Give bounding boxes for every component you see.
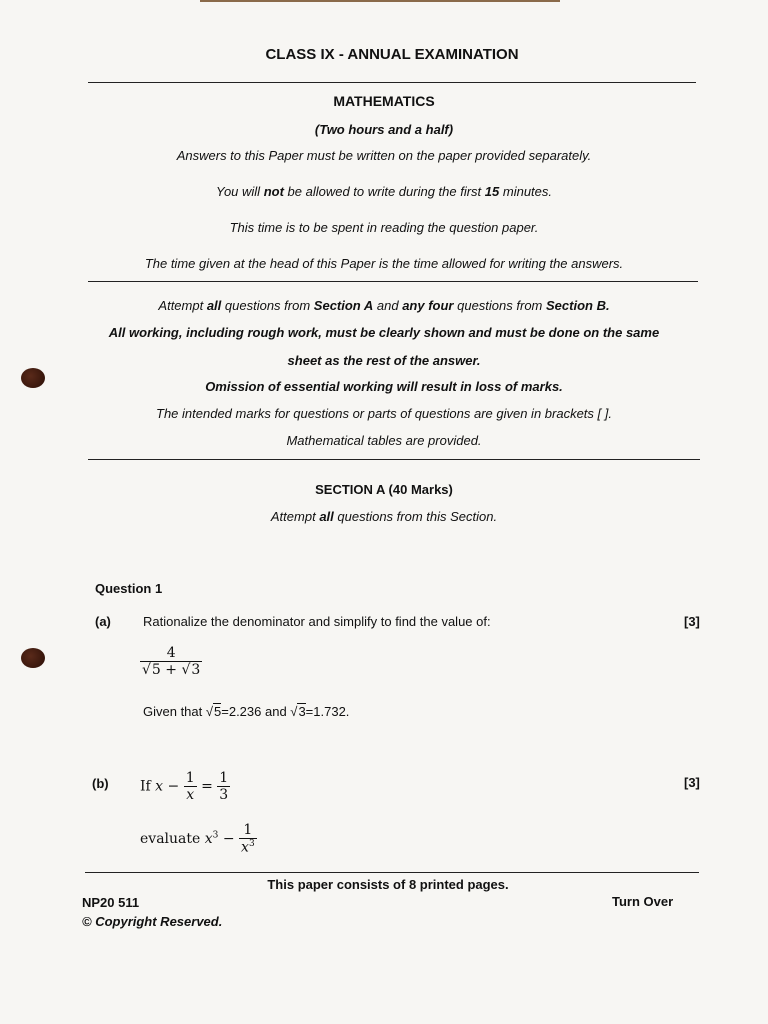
divider [88,281,698,282]
divider [88,82,696,83]
duration: (Two hours and a half) [314,122,454,137]
instruction-line: Answers to this Paper must be written on the paper provided separately. [176,148,592,163]
general-instruction: All working, including rough work, must be clearly shown and must be done on the same [108,325,660,340]
paper-code: NP20 511 [82,895,140,910]
turn-over: Turn Over [612,894,674,909]
marks: [3] [684,614,700,629]
part-label: (b) [92,776,109,791]
copyright: © Copyright Reserved. [82,914,223,929]
section-title: SECTION A (40 Marks) [315,482,453,497]
exam-title: CLASS IX - ANNUAL EXAMINATION [265,46,519,63]
instruction-line: This time is to be spent in reading the question paper. [229,220,539,235]
divider [88,459,700,460]
general-instruction: The intended marks for questions or parts of questions are given in brackets [ ]. [156,406,612,421]
marks: [3] [684,775,700,790]
subject-title: MATHEMATICS [333,93,435,109]
divider [85,872,699,873]
general-instruction: sheet as the rest of the answer. [287,353,481,368]
given-values: Given that √5=2.236 and √3=1.732. [143,704,350,719]
fraction-expression: $\frac{4}{√5 + √3}$ [142,645,201,678]
section-instruction: Attempt all questions from this Section. [270,509,498,524]
page-top-edge [200,0,560,2]
question-label: Question 1 [95,581,163,596]
page-count: This paper consists of 8 printed pages. [267,877,509,892]
general-instruction: Attempt all questions from Section A and any four questions from Section B. [158,298,610,313]
question-text: Rationalize the denominator and simplify to find the value of: [143,614,491,629]
punch-hole [21,648,45,668]
instruction-line: The time given at the head of this Paper is the time allowed for writing the answers. [144,256,624,271]
equation: If x − $\frac{1}{x}$ = $\frac{1}{3}$ [140,770,229,803]
general-instruction: Mathematical tables are provided. [286,433,482,448]
instruction-line: You will not be allowed to write during the first 15 minutes. [215,184,553,199]
part-label: (a) [95,614,111,629]
evaluate-expression: evaluate $x^3$ − $\frac{1}{x^3}$ [140,822,255,856]
general-instruction: Omission of essential working will result in loss of marks. [205,379,563,394]
